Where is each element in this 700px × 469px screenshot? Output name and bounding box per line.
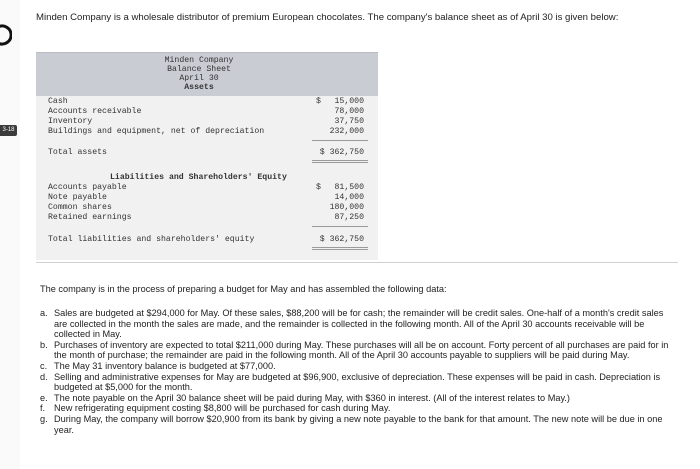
subtotal-rule: [312, 226, 368, 227]
statement-date: April 30: [179, 74, 219, 83]
list-item: [40, 403, 678, 414]
statement-title: Balance Sheet: [167, 65, 231, 74]
item-marker: e.: [40, 392, 48, 403]
liability-amount: 180,000: [329, 203, 364, 212]
list-item: [40, 361, 678, 372]
asset-amount: 15,000: [334, 97, 364, 106]
total-assets-amount: $ 362,750: [319, 148, 364, 157]
assets-heading: Assets: [184, 83, 214, 92]
step-badge: 3-18: [0, 125, 17, 136]
list-item: [40, 308, 678, 340]
budget-data-list: [40, 308, 678, 435]
company-name: Minden Company: [164, 56, 234, 65]
balance-sheet: [36, 52, 378, 260]
total-double-rule: [312, 247, 368, 250]
liabilities-heading: Liabilities and Shareholders' Equity: [110, 173, 287, 182]
asset-amount: 78,000: [334, 107, 364, 116]
asset-label: Inventory: [48, 117, 93, 126]
liability-amount: 14,000: [334, 193, 364, 202]
list-item: [40, 393, 678, 404]
intro-text: Minden Company is a wholesale distributor of premium European chocolates. The company's balance sheet as of April 30 is given below:: [36, 12, 619, 23]
liability-label: Retained earnings: [48, 213, 132, 222]
asset-dollar: $: [316, 97, 321, 106]
subtotal-rule: [312, 140, 368, 141]
item-marker: d.: [40, 371, 48, 382]
asset-label: Accounts receivable: [48, 107, 142, 116]
total-assets-label: Total assets: [48, 148, 107, 157]
asset-amount: 37,750: [334, 117, 364, 126]
left-rail: [0, 0, 20, 469]
liability-label: Common shares: [48, 203, 112, 212]
item-marker: c.: [40, 360, 48, 371]
item-marker: a.: [40, 308, 48, 318]
section-divider: [36, 262, 678, 263]
list-item: [40, 372, 678, 393]
total-double-rule: [312, 160, 368, 163]
liability-dollar: $: [316, 183, 321, 192]
back-arrow-icon[interactable]: [0, 24, 12, 46]
total-liabilities-amount: $ 362,750: [319, 235, 364, 244]
asset-label: Buildings and equipment, net of depreciation: [48, 127, 265, 136]
asset-label: Cash: [48, 97, 68, 106]
liability-amount: 81,500: [334, 183, 364, 192]
item-text: New refrigerating equipment costing $8,800 will be purchased for cash during May.: [54, 403, 391, 414]
item-text: Selling and administrative expenses for May are budgeted at $96,900, exclusive of depreciation. These expenses will be paid in cash. Depreciation is budgeted at $5,000 for the month.: [54, 371, 661, 393]
item-text: The May 31 inventory balance is budgeted at $77,000.: [54, 360, 276, 371]
item-text: Sales are budgeted at $294,000 for May. Of these sales, $88,200 will be for cash; the remainder will be credit sales. One-half of a month's credit sales are collected in the month the sales are made, and the remainder is collected in the following month. All of the April 30 accounts receivable will be collected in May.: [54, 308, 664, 340]
item-marker: f.: [40, 403, 46, 414]
total-liabilities-label: Total liabilities and shareholders' equity: [48, 235, 255, 244]
item-text: During May, the company will borrow $20,900 from its bank by giving a new note payable to the bank for that amount. The new note will be due in one year.: [54, 413, 663, 435]
item-marker: b.: [40, 339, 48, 350]
list-item: [40, 340, 678, 361]
list-item: [40, 414, 678, 435]
item-marker: g.: [40, 413, 48, 424]
liability-label: Accounts payable: [48, 183, 127, 192]
liability-label: Note payable: [48, 193, 107, 202]
budget-intro: The company is in the process of preparing a budget for May and has assembled the following data:: [40, 284, 447, 294]
item-text: Purchases of inventory are expected to total $211,000 during May. These purchases will all be on account. Forty percent of all purchases are paid for in the month of purchase; the remainder are paid in the following month. All of the April 30 accounts payable to suppliers will be paid during May.: [54, 339, 669, 361]
asset-amount: 232,000: [329, 127, 364, 136]
liability-amount: 87,250: [334, 213, 364, 222]
item-text: The note payable on the April 30 balance sheet will be paid during May, with $360 in interest. (All of the interest relates to May.): [54, 392, 570, 403]
